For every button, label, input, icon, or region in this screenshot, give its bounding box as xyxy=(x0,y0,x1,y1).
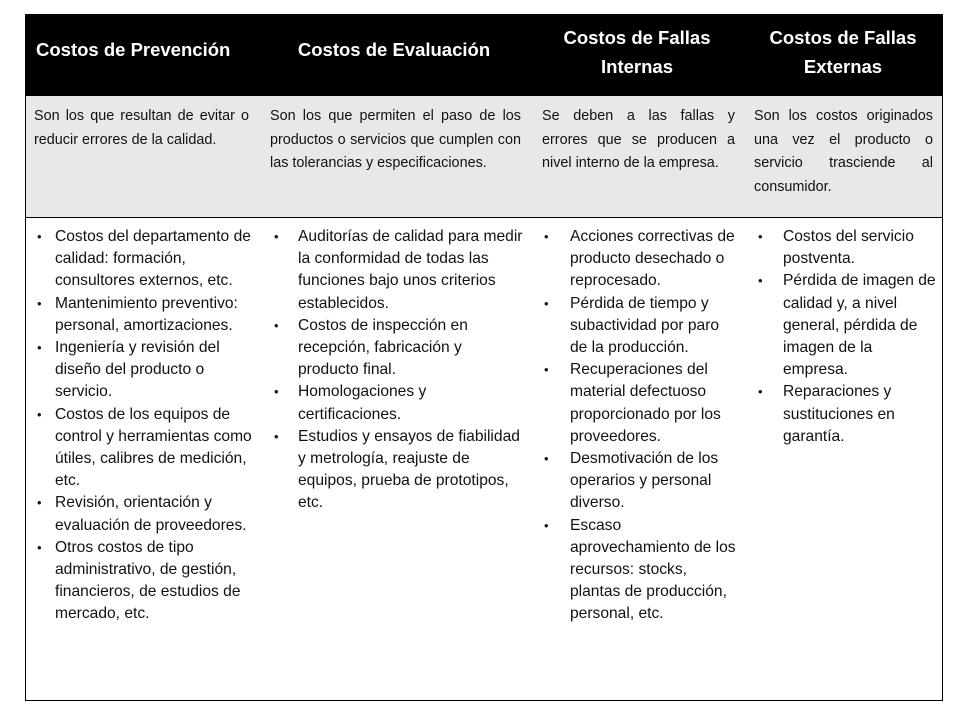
list-item: • Otros costos de tipo administrativo, de gestión, financieros, de estudios de mercado, etc. xyxy=(37,538,241,623)
bullet-icon: • xyxy=(274,428,279,444)
list-item: • Acciones correctivas de producto desechado o reprocesado. xyxy=(544,228,735,290)
header-cell-prevention: Costos de Prevención xyxy=(36,38,231,60)
description-cell-prevention: Son los que resultan de evitar o reducir errores de la calidad. xyxy=(34,108,249,148)
description-cell-internal-failures: Se deben a las fallas y errores que se producen a nivel interno de la empresa. xyxy=(542,108,735,171)
description-cell-external-failures: Son los costos originados una vez el producto o servicio trasciende al consumidor. xyxy=(754,108,933,195)
items-row xyxy=(26,218,942,700)
list-item: • Auditorías de calidad para medir la conformidad de todas las funciones bajo unos criterios establecidos. xyxy=(274,228,523,312)
header-cell-evaluation: Costos de Evaluación xyxy=(297,38,491,60)
list-item: • Revisión, orientación y evaluación de proveedores. xyxy=(37,494,247,534)
bullet-icon: • xyxy=(758,229,763,244)
items-cell-prevention xyxy=(26,218,258,700)
list-item: • Pérdida de imagen de calidad y, a nivel general, pérdida de imagen de la empresa. xyxy=(758,272,936,379)
bullet-icon: • xyxy=(37,406,42,422)
list-item: • Recuperaciones del material defectuoso proporcionado por los proveedores. xyxy=(544,361,721,445)
header-cell-internal-failures: Costos de Fallas Internas xyxy=(563,27,711,77)
description-row xyxy=(26,96,942,218)
description-cell-evaluation: Son los que permiten el paso de los productos o servicios que cumplen con las tolerancias y especificaciones. xyxy=(270,108,521,171)
bullet-icon: • xyxy=(37,495,42,511)
bullet-icon: • xyxy=(544,451,549,467)
header-row xyxy=(26,15,942,96)
bullet-icon: • xyxy=(544,229,549,244)
list-item: • Estudios y ensayos de fiabilidad y metrología, reajuste de equipos, prueba de prototipos, etc. xyxy=(274,427,520,512)
list-item: • Costos del departamento de calidad: formación, consultores externos, etc. xyxy=(37,228,251,290)
list-item: • Costos de los equipos de control y herramientas como útiles, calibres de medición, etc. xyxy=(37,405,252,490)
list-item: • Reparaciones y sustituciones en garantía. xyxy=(758,383,895,445)
bullet-icon: • xyxy=(758,384,763,400)
list-item: • Pérdida de tiempo y subactividad por paro de la producción. xyxy=(544,294,720,357)
bullet-list xyxy=(754,226,936,448)
bullet-icon: • xyxy=(37,340,42,356)
items-cell-evaluation xyxy=(258,218,530,700)
bullet-icon: • xyxy=(37,295,42,311)
bullet-list xyxy=(540,226,738,626)
items-cell-internal-failures xyxy=(530,218,744,700)
bullet-icon: • xyxy=(274,229,279,244)
bullet-list xyxy=(36,226,252,626)
list-item: • Mantenimiento preventivo: personal, amortizaciones. xyxy=(37,294,238,334)
list-item: • Desmotivación de los operarios y personal diverso. xyxy=(544,450,719,512)
list-item: • Escaso aprovechamiento de los recursos: stocks, plantas de producción, personal, etc. xyxy=(544,516,736,623)
bullet-list xyxy=(268,226,524,515)
bullet-icon: • xyxy=(758,273,763,289)
list-item: • Costos del servicio postventa. xyxy=(758,228,914,268)
header-cell-external-failures: Costos de Fallas Externas xyxy=(769,27,917,77)
bullet-icon: • xyxy=(544,295,549,311)
items-cell-external-failures xyxy=(744,218,942,700)
bullet-icon: • xyxy=(544,362,549,378)
bullet-icon: • xyxy=(544,517,549,533)
bullet-icon: • xyxy=(274,384,279,400)
bullet-icon: • xyxy=(37,229,42,244)
list-item: • Costos de inspección en recepción, fabricación y producto final. xyxy=(274,316,468,379)
list-item: • Ingeniería y revisión del diseño del producto o servicio. xyxy=(37,339,220,401)
list-item: • Homologaciones y certificaciones. xyxy=(274,383,427,423)
quality-costs-table xyxy=(25,14,943,701)
bullet-icon: • xyxy=(37,539,42,555)
bullet-icon: • xyxy=(274,317,279,333)
